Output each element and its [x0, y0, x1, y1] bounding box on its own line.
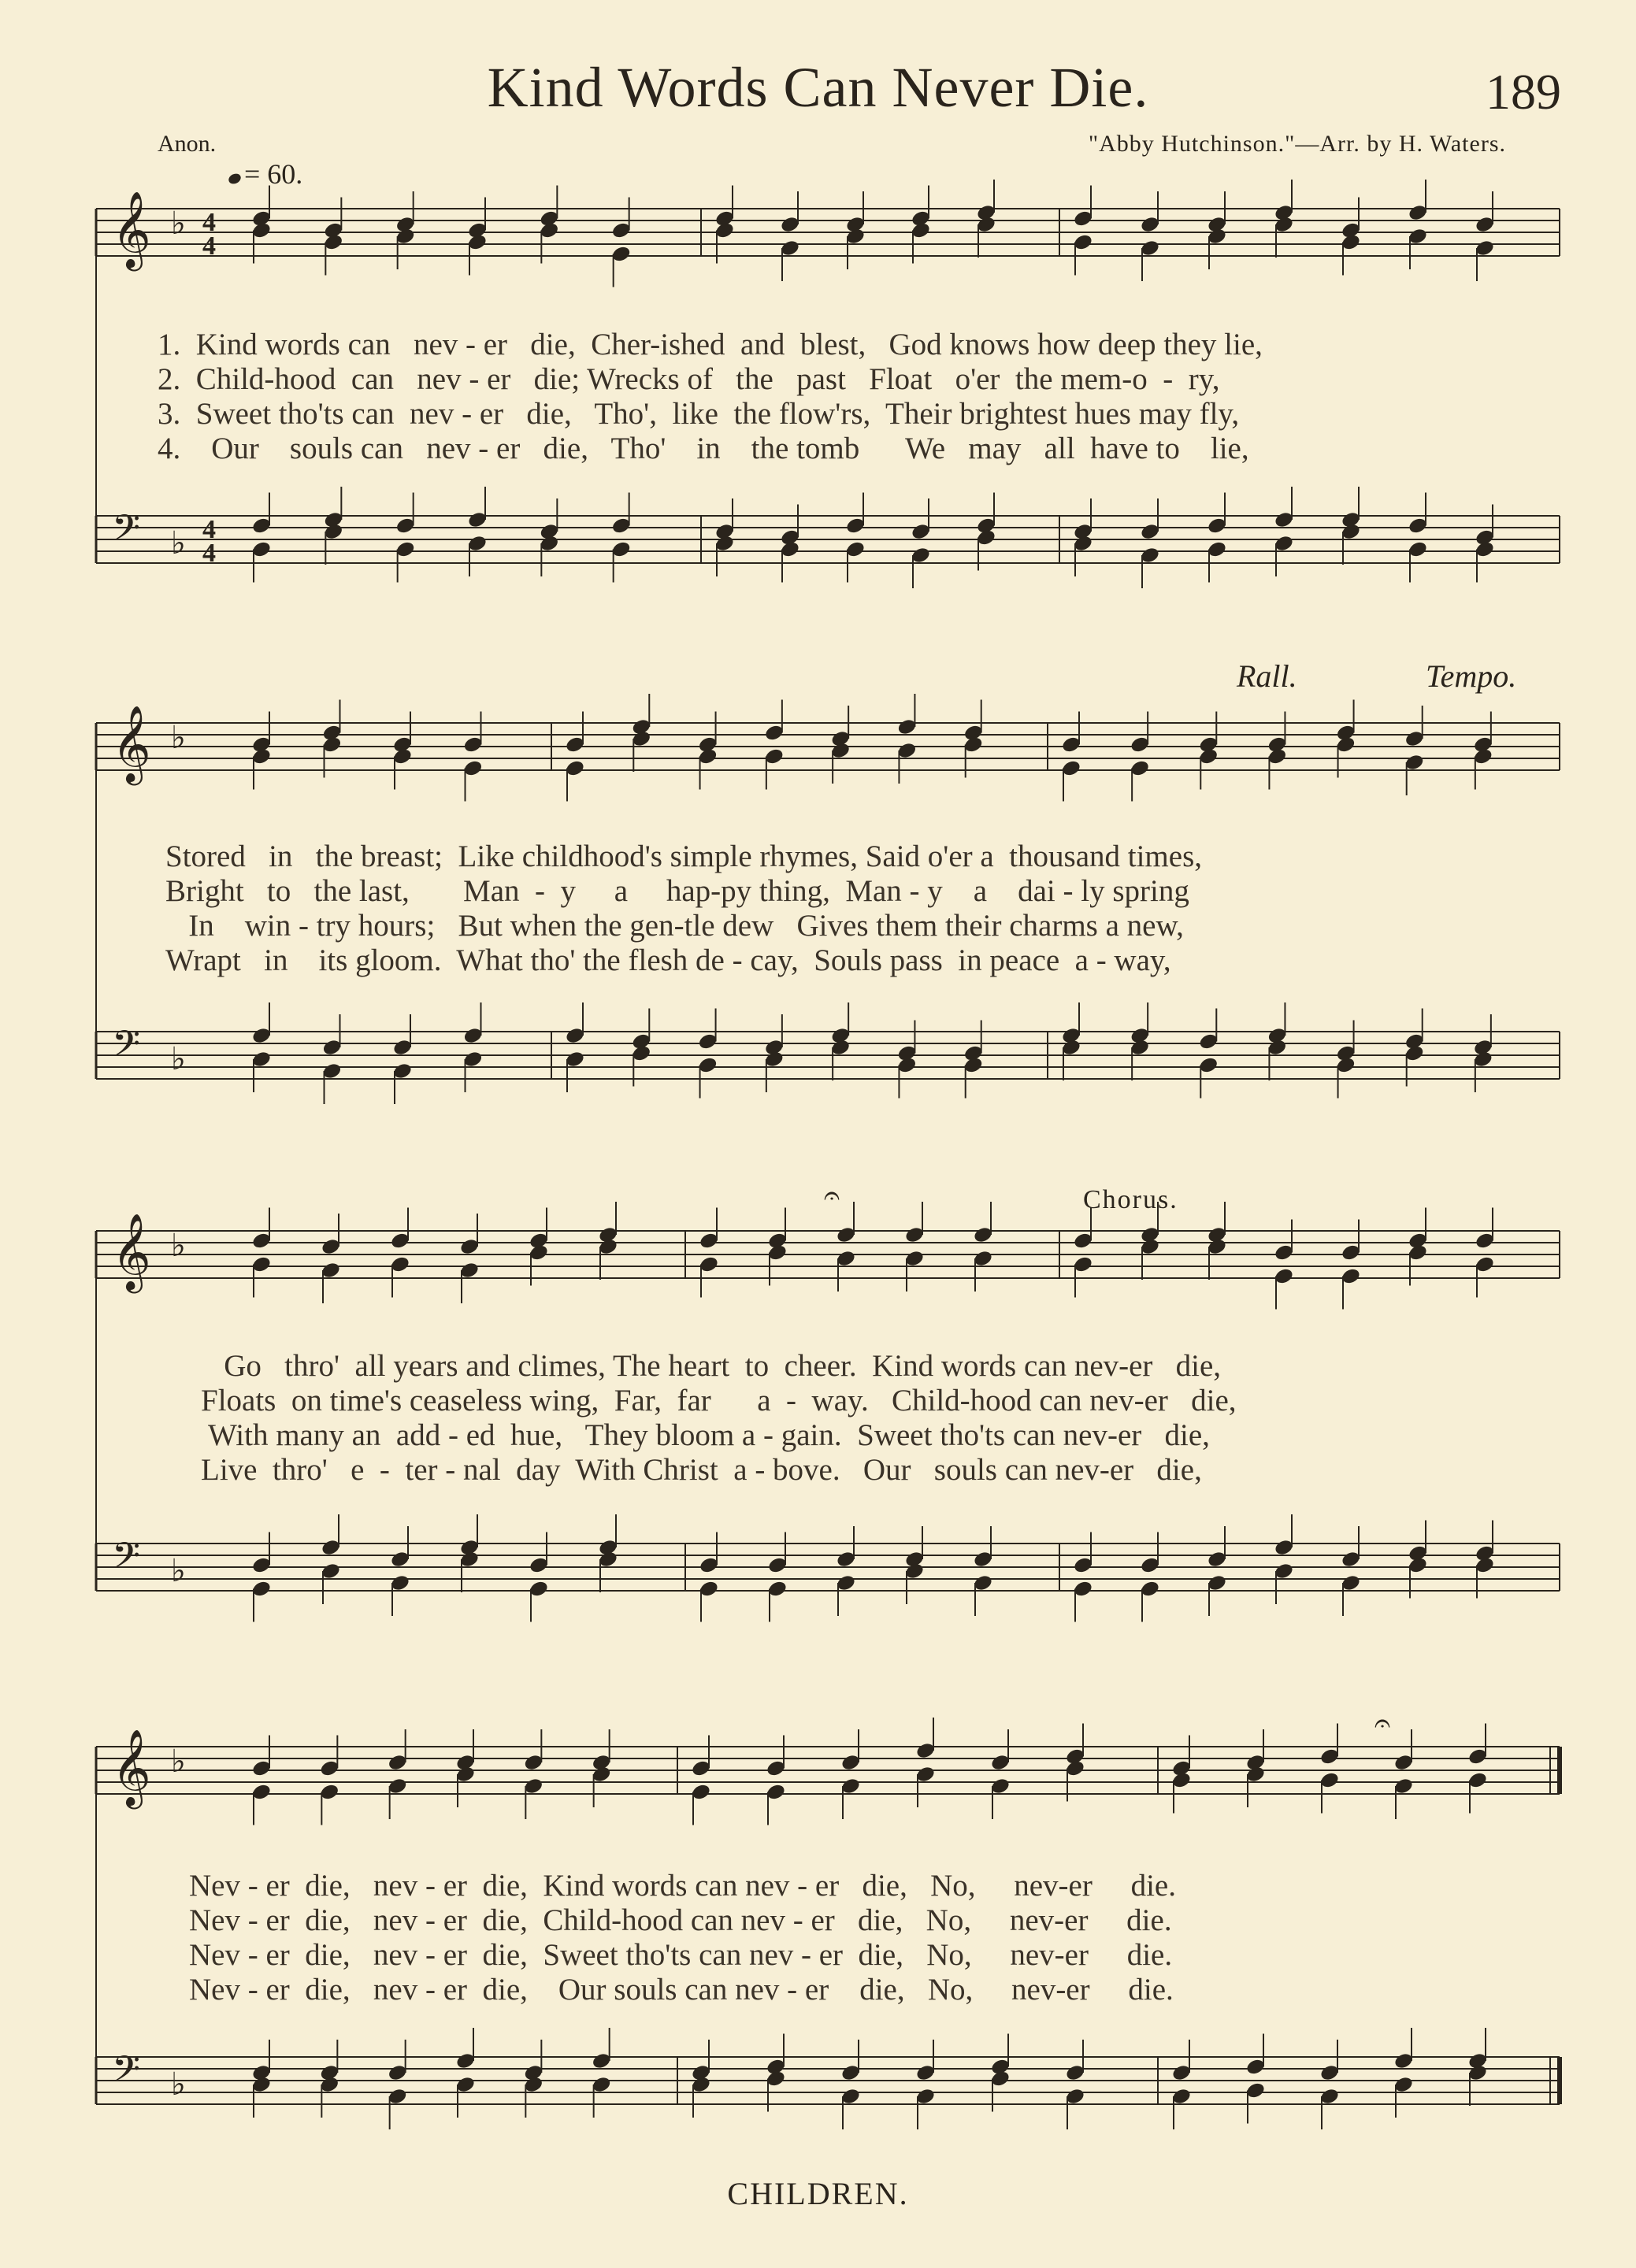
fermata-icon: 𝄐 — [824, 1180, 840, 1211]
lyric-line: Wrapt in its gloom. What tho' the flesh de - cay, Souls pass in peace a - way, — [165, 943, 1171, 977]
flat-icon: ♭ — [171, 1041, 186, 1077]
flat-icon: ♭ — [171, 2066, 186, 2102]
flat-icon: ♭ — [171, 206, 186, 241]
bass-clef-icon: 𝄢 — [112, 1535, 141, 1586]
tempo-value: = 60. — [244, 158, 303, 190]
flat-icon: ♭ — [171, 720, 186, 755]
page-number: 189 — [1486, 64, 1561, 120]
page-title: Kind Words Can Never Die. — [487, 56, 1149, 119]
flat-icon: ♭ — [171, 1228, 186, 1263]
lyric-line: 4. Our souls can nev - er die, Tho' in the tomb We may all have to lie, — [158, 432, 1249, 465]
bass-clef-icon: 𝄢 — [112, 507, 141, 558]
bass-clef-icon: 𝄢 — [112, 2048, 141, 2099]
lyric-line: Nev - er die, nev - er die, Our souls can nev - er die, No, nev-er die. — [189, 1973, 1174, 2007]
bass-clef-icon: 𝄢 — [112, 1023, 141, 1074]
lyric-line: Nev - er die, nev - er die, Sweet tho'ts can nev - er die, No, nev-er die. — [189, 1938, 1173, 1972]
lyric-line: 1. Kind words can nev - er die, Cher-ished and blest, God knows how deep they lie, — [158, 328, 1263, 361]
rall-marking: Rall. — [1237, 658, 1297, 694]
lyric-line: Nev - er die, nev - er die, Kind words can nev - er die, No, nev-er die. — [189, 1869, 1176, 1903]
flat-icon: ♭ — [171, 1553, 186, 1588]
time-signature: 4 — [202, 515, 216, 544]
lyric-line: 3. Sweet tho'ts can nev - er die, Tho', like the flow'rs, Their brightest hues may fly, — [158, 397, 1240, 431]
treble-clef-icon: 𝄞 — [112, 705, 151, 782]
treble-clef-icon: 𝄞 — [112, 1213, 151, 1290]
lyric-line: Live thro' e - ter - nal day With Christ a - bove. Our souls can nev-er die, — [201, 1453, 1202, 1487]
lyric-line: With many an add - ed hue, They bloom a - gain. Sweet tho'ts can nev-er die, — [201, 1418, 1210, 1452]
time-signature: 4 — [202, 208, 216, 237]
lyric-line: Go thro' all years and climes, The heart to cheer. Kind words can nev-er die, — [201, 1349, 1222, 1383]
flat-icon: ♭ — [171, 1744, 186, 1779]
composer-credit: "Abby Hutchinson."—Arr. by H. Waters. — [1088, 131, 1506, 157]
tempo-resume-marking: Tempo. — [1426, 658, 1517, 694]
treble-clef-icon: 𝄞 — [112, 1729, 151, 1806]
section-footer: CHILDREN. — [727, 2176, 909, 2211]
time-signature: 4 — [202, 232, 216, 261]
lyric-line: Nev - er die, nev - er die, Child-hood can nev - er die, No, nev-er die. — [189, 1903, 1172, 1937]
chorus-label: Chorus. — [1083, 1185, 1178, 1214]
time-signature: 4 — [202, 539, 216, 568]
fermata-icon: 𝄐 — [1374, 1707, 1391, 1739]
lyricist-credit: Anon. — [158, 131, 217, 157]
lyric-line: Bright to the last, Man - y a hap-py thing, Man - y a dai - ly spring — [165, 874, 1189, 908]
flat-icon: ♭ — [171, 525, 186, 561]
lyric-line: Floats on time's ceaseless wing, Far, far a - way. Child-hood can nev-er die, — [201, 1384, 1237, 1418]
lyric-line: In win - try hours; But when the gen-tle dew Gives them their charms a new, — [165, 909, 1184, 943]
lyric-line: 2. Child-hood can nev - er die; Wrecks of the past Float o'er the mem-o - ry, — [158, 362, 1220, 396]
lyric-line: Stored in the breast; Like childhood's simple rhymes, Said o'er a thousand times, — [165, 839, 1203, 873]
treble-clef-icon: 𝄞 — [112, 191, 151, 268]
